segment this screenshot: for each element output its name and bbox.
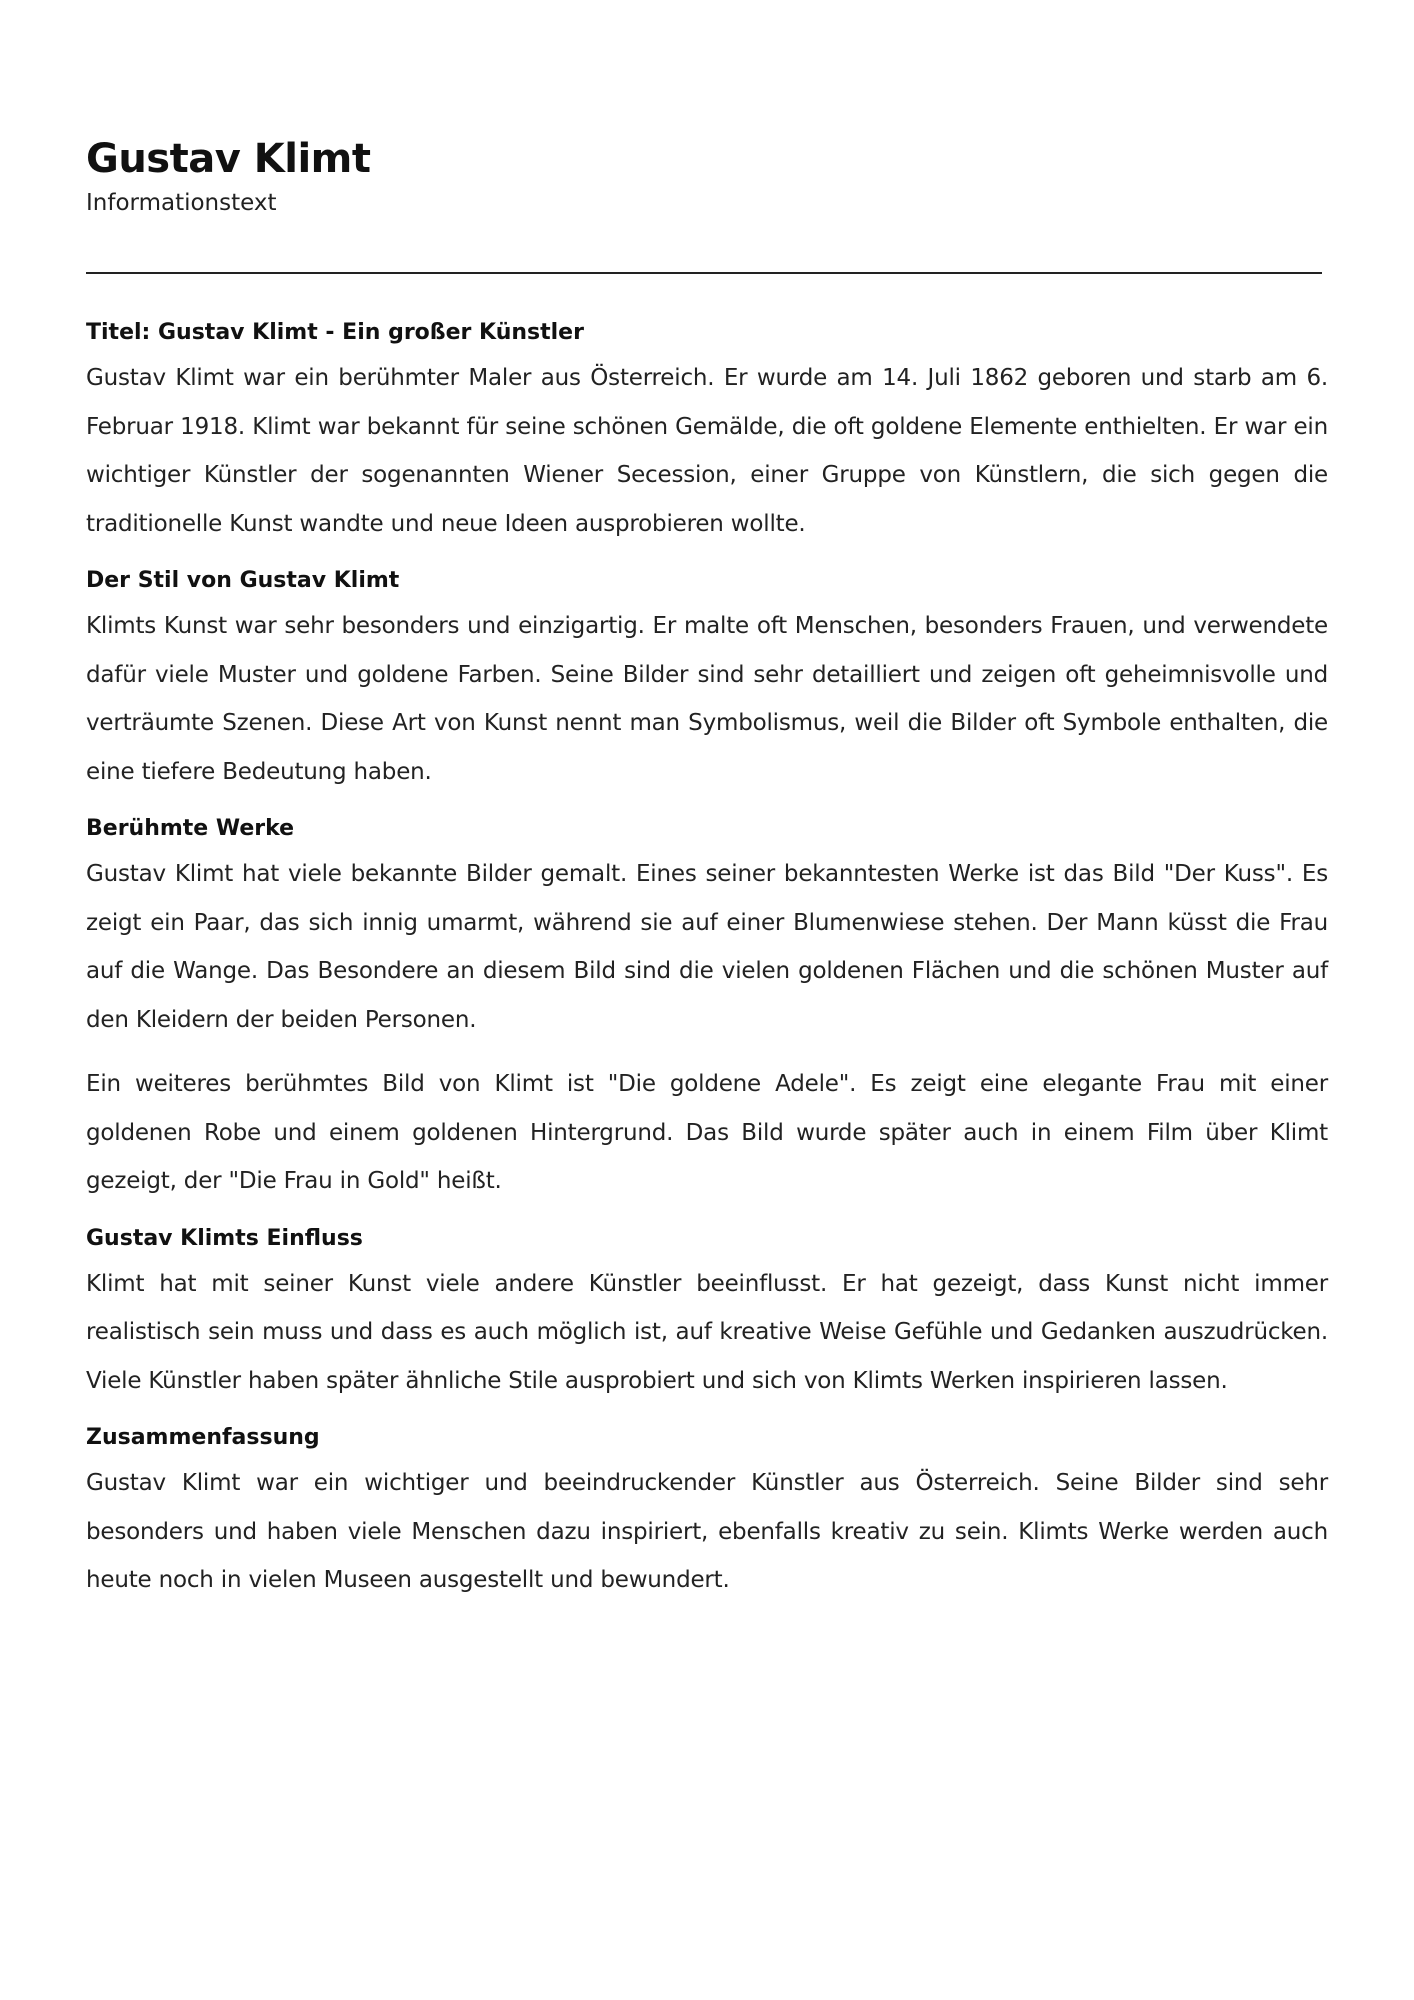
section-paragraph: Klimt hat mit seiner Kunst viele andere Künstler beeinflusst. Er hat gezeigt, dass Kunst nicht immer realistisch sein muss und dass es auch möglich ist, auf kreative Weise Gefühle und Gedanken auszudrücken. Viele Künstler haben später ähnliche Stile ausprobiert und sich von Klimts Werken inspirieren lassen. xyxy=(86,1270,1328,1394)
section-influence xyxy=(86,1222,1328,1406)
section-paragraph: Gustav Klimt hat viele bekannte Bilder gemalt. Eines seiner bekanntesten Werke ist das Bild "Der Kuss". Es zeigt ein Paar, das sich innig umarmt, während sie auf einer Blumenwiese stehen. Der Mann küsst die Frau auf die Wange. Das Besondere an diesem Bild sind die vielen goldenen Flächen und die schönen Muster auf den Kleidern der beiden Personen. xyxy=(86,861,1328,1033)
section-summary xyxy=(86,1421,1328,1605)
document-subtitle: Informationstext xyxy=(86,190,277,216)
section-heading: Gustav Klimts Einfluss xyxy=(86,1225,363,1251)
section-heading: Berühmte Werke xyxy=(86,816,295,841)
section-paragraph: Gustav Klimt war ein berühmter Maler aus Österreich. Er wurde am 14. Juli 1862 geboren und starb am 6. Februar 1918. Klimt war bekannt für seine schönen Gemälde, die oft goldene Elemente enthielten. Er war ein wichtiger Künstler der sogenannten Wiener Secession, einer Gruppe von Künstlern, die sich gegen die traditionelle Kunst wandte und neue Ideen ausprobieren wollte. xyxy=(86,365,1328,537)
title-divider xyxy=(86,272,1322,274)
section-style xyxy=(86,564,1328,796)
section-paragraph: Klimts Kunst war sehr besonders und einzigartig. Er malte oft Menschen, besonders Frauen, und verwendete dafür viele Muster und goldene Farben. Seine Bilder sind sehr detailliert und zeigen oft geheimnisvolle und verträumte Szenen. Diese Art von Kunst nennt man Symbolismus, weil die Bilder oft Symbole enthalten, die eine tiefere Bedeutung haben. xyxy=(86,613,1328,785)
section-heading: Titel: Gustav Klimt - Ein großer Künstler xyxy=(86,320,584,345)
section-famous-works xyxy=(86,812,1328,1206)
section-heading: Der Stil von Gustav Klimt xyxy=(86,568,400,593)
section-paragraph: Gustav Klimt war ein wichtiger und beeindruckender Künstler aus Österreich. Seine Bilder sind sehr besonders und haben viele Menschen dazu inspiriert, ebenfalls kreativ zu sein. Klimts Werke werden auch heute noch in vielen Museen ausgestellt und bewundert. xyxy=(86,1470,1328,1593)
section-paragraph: Ein weiteres berühmtes Bild von Klimt ist "Die goldene Adele". Es zeigt eine elegante Frau mit einer goldenen Robe und einem goldenen Hintergrund. Das Bild wurde später auch in einem Film über Klimt gezeigt, der "Die Frau in Gold" heißt. xyxy=(86,1071,1328,1194)
section-intro xyxy=(86,316,1328,548)
document-title: Gustav Klimt xyxy=(86,136,371,182)
section-heading: Zusammenfassung xyxy=(86,1425,320,1450)
document-body xyxy=(86,316,1328,1621)
